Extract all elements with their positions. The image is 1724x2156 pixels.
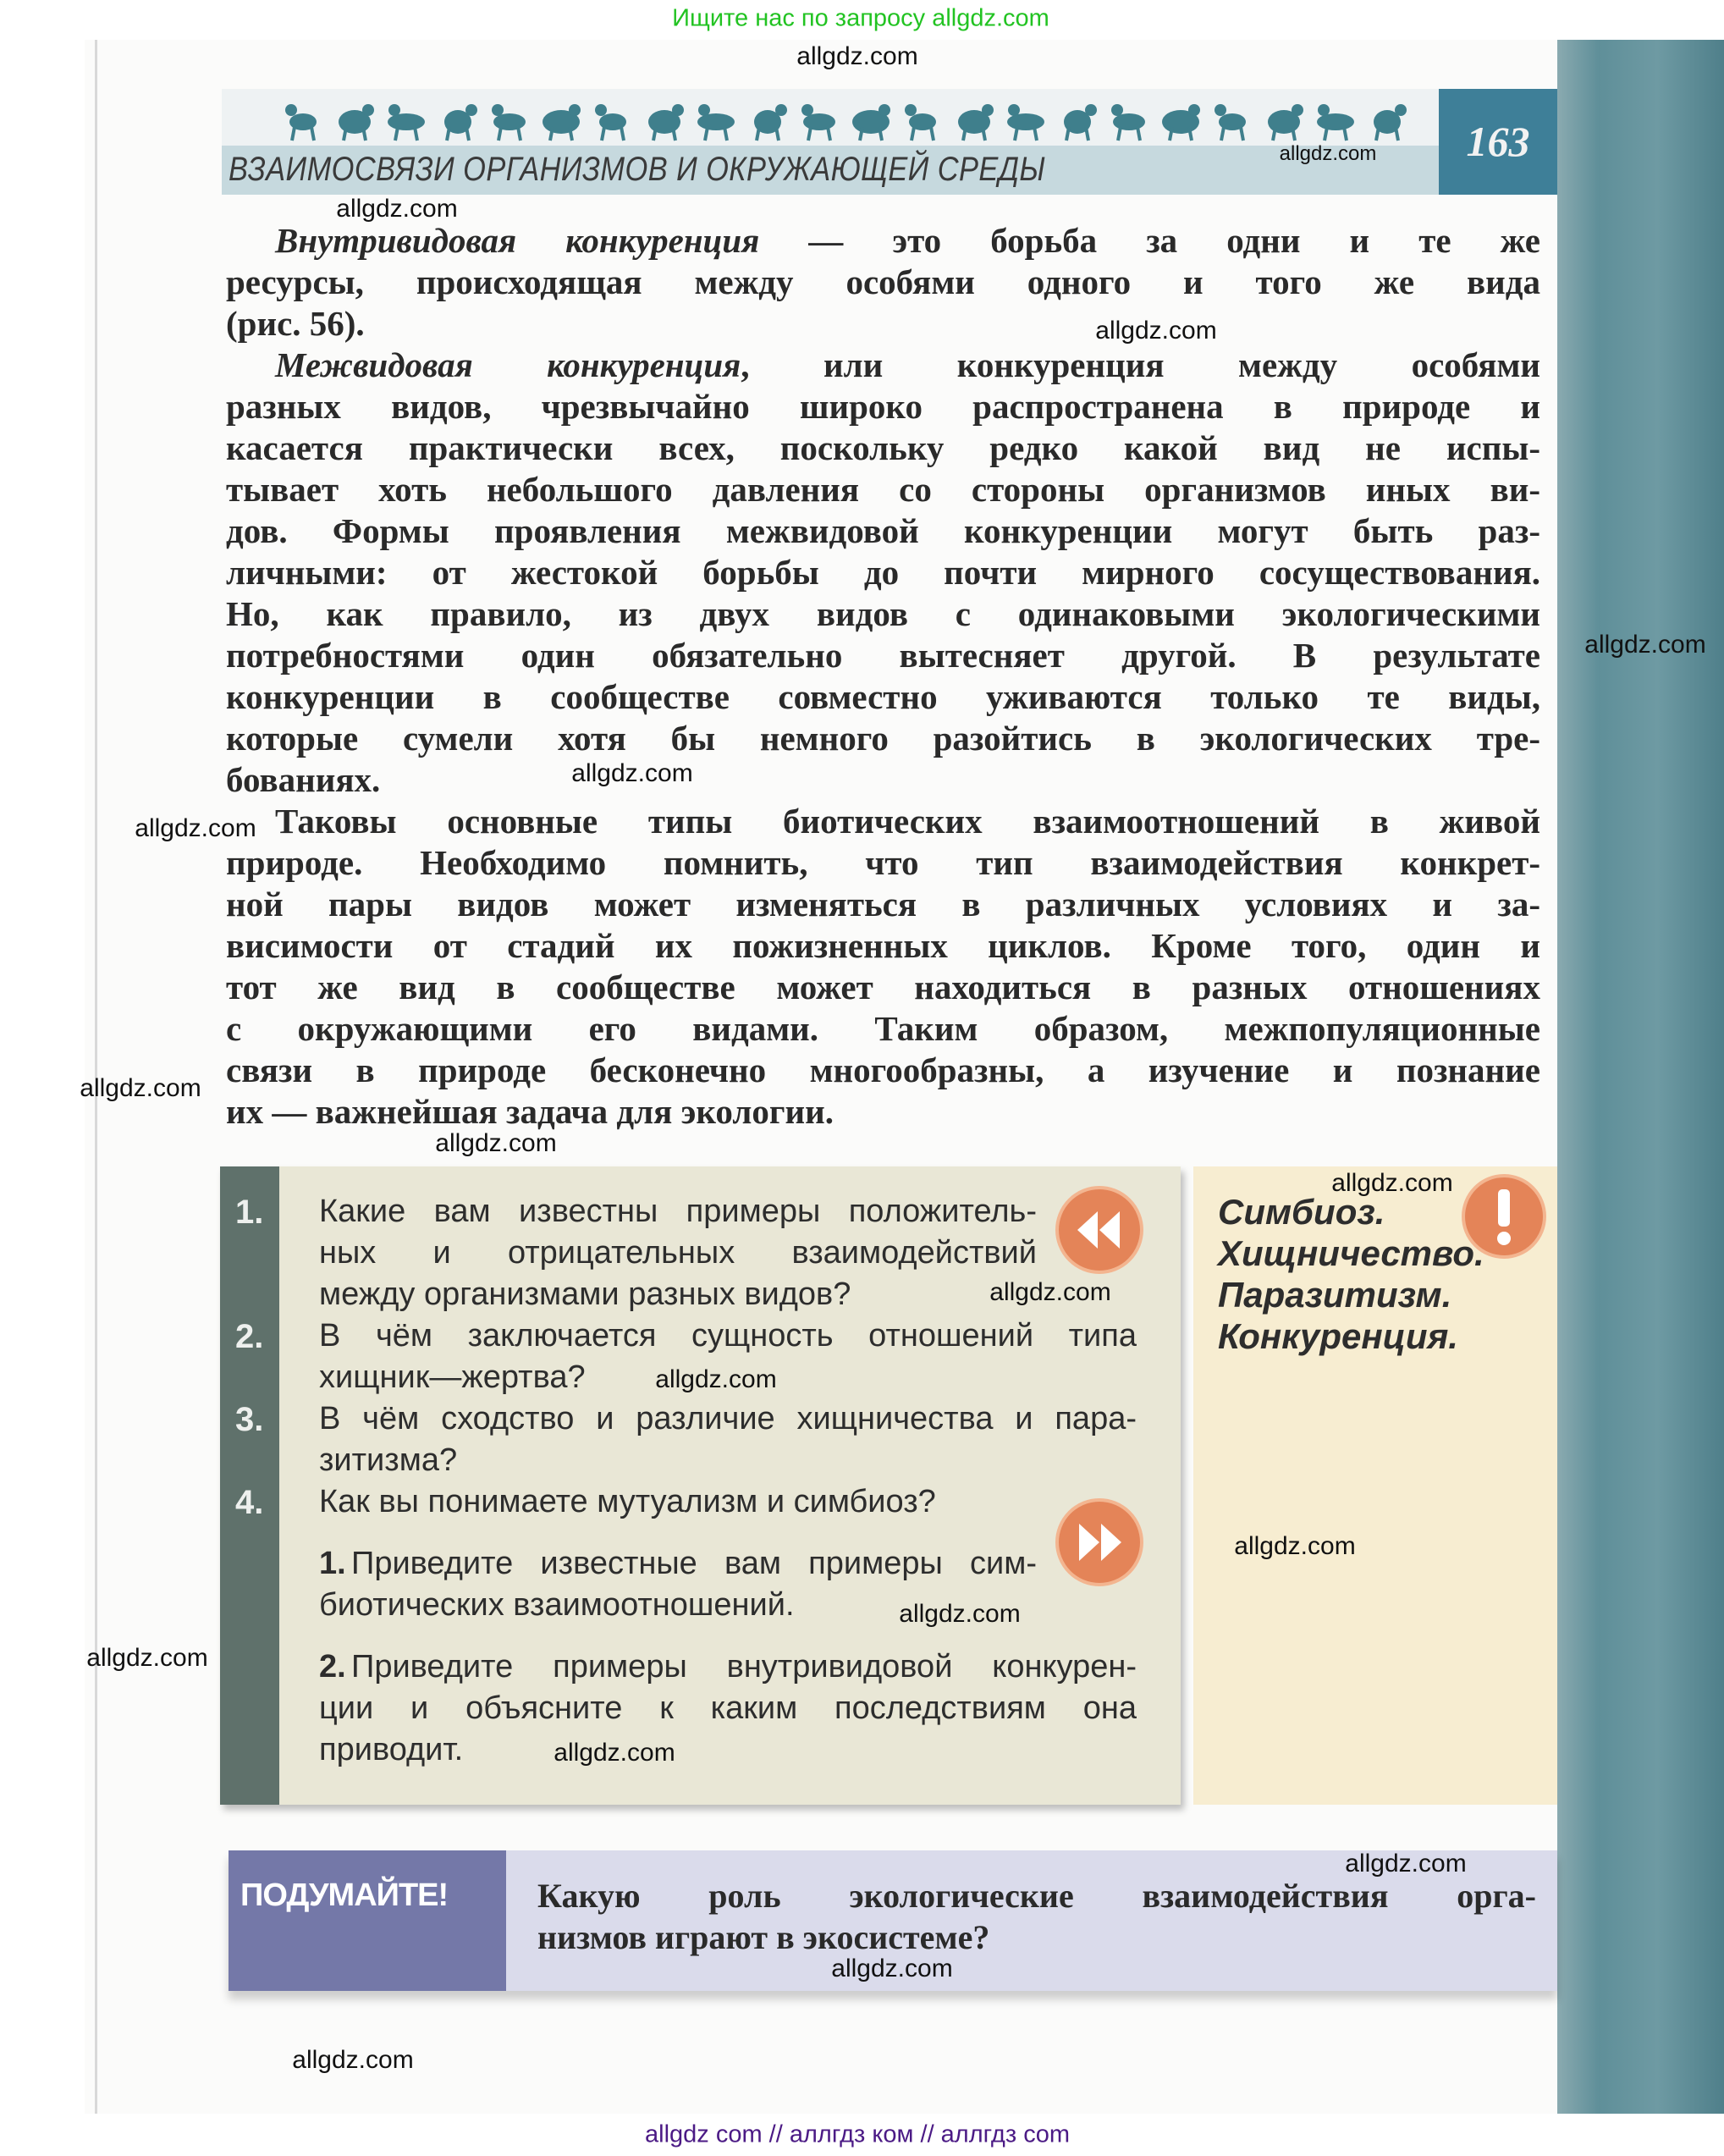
animal-silhouette-icon bbox=[754, 104, 787, 141]
question-text-line: В чём сходство и различие хищничества и пара- bbox=[319, 1401, 1137, 1436]
text-line: которые сумели хотя бы немного разойтись в экологических тре- bbox=[226, 719, 1540, 758]
text-line: конкуренции в сообществе совместно уживаются только те виды, bbox=[226, 677, 1540, 716]
text-line: потребностями один обязательно вытесняет другой. В результате bbox=[226, 636, 1540, 675]
watermark-text: allgdz.com bbox=[1095, 317, 1217, 345]
animal-silhouette-icon bbox=[595, 104, 626, 141]
animal-silhouette-icon bbox=[444, 104, 477, 141]
key-term: Паразитизм. bbox=[1218, 1275, 1452, 1315]
question-text-line: между организмами разных видов? bbox=[319, 1277, 851, 1312]
task-number: 2. bbox=[319, 1649, 346, 1685]
animal-silhouette-icon bbox=[1162, 104, 1200, 141]
question-text-line: Какие вам известны примеры положитель- bbox=[319, 1194, 1037, 1229]
text-line bbox=[226, 220, 1540, 262]
text-line: (рис. 56). bbox=[226, 304, 365, 343]
animal-silhouette-icon bbox=[801, 104, 835, 141]
animal-silhouette-icon bbox=[1111, 104, 1145, 141]
key-term: Конкуренция. bbox=[1218, 1316, 1458, 1356]
key-term: Симбиоз. bbox=[1218, 1192, 1385, 1232]
think-label-box bbox=[229, 1850, 506, 1991]
paragraph-interspecific bbox=[226, 345, 1540, 801]
animal-silhouette-icon bbox=[1268, 104, 1303, 141]
question-text-line: ных и отрицательных взаимодействий bbox=[319, 1235, 1037, 1271]
text-span: — это борьба за одни и те же bbox=[759, 221, 1540, 260]
watermark-text: allgdz.com bbox=[336, 195, 458, 223]
task-text-line: приводит. bbox=[319, 1732, 464, 1767]
page-side-strip bbox=[1557, 40, 1724, 2114]
text-line: висимости от стадий их пожизненных циклов. Кроме того, один и bbox=[226, 926, 1540, 965]
think-question-line: Какую роль экологические взаимодействия орга- bbox=[537, 1877, 1536, 1915]
question-text-line: хищник—жертва? bbox=[319, 1359, 586, 1395]
text-line: бованиях. bbox=[226, 760, 381, 799]
animal-silhouette-icon bbox=[339, 104, 374, 141]
animal-silhouette-icon bbox=[697, 104, 735, 141]
watermark-text: allgdz.com bbox=[292, 2046, 414, 2074]
watermark-text: allgdz.com bbox=[86, 1644, 208, 1672]
question-number: 3. bbox=[235, 1401, 264, 1438]
page-number: 163 bbox=[1466, 118, 1530, 165]
question-text-line: зитизма? bbox=[319, 1442, 458, 1478]
body-text bbox=[226, 220, 1540, 1133]
text-line: связи в природе бесконечно многообразны, а изучение и познание bbox=[226, 1050, 1540, 1089]
animal-silhouette-icon bbox=[1064, 104, 1097, 141]
watermark-text: allgdz.com bbox=[655, 1365, 777, 1393]
watermark-text: allgdz.com bbox=[1584, 631, 1706, 659]
top-search-banner: Ищите нас по запросу allgdz.com bbox=[672, 4, 1049, 32]
watermark-text: allgdz.com bbox=[1234, 1532, 1356, 1560]
watermark-text: allgdz.com bbox=[1279, 142, 1377, 165]
task-number: 1. bbox=[319, 1546, 346, 1581]
question-number: 4. bbox=[235, 1484, 264, 1521]
animal-silhouette-icon bbox=[1215, 104, 1246, 141]
watermark-text: allgdz.com bbox=[796, 42, 918, 70]
watermark-text: allgdz.com bbox=[831, 1955, 953, 1982]
text-line: ресурсы, происходящая между особями одного и того же вида bbox=[226, 262, 1540, 301]
text-line: их — важнейшая задача для экологии. bbox=[226, 1092, 834, 1131]
chapter-title: ВЗАИМОСВЯЗИ ОРГАНИЗМОВ И ОКРУЖАЮЩЕЙ СРЕДЫ bbox=[229, 151, 1046, 188]
text-line: дов. Формы проявления межвидовой конкуренции могут быть раз- bbox=[226, 511, 1540, 550]
paragraph-intraspecific bbox=[226, 220, 1540, 345]
animal-silhouette-icon bbox=[1007, 104, 1044, 141]
question-text-line: Как вы понимаете мутуализм и симбиоз? bbox=[319, 1484, 936, 1519]
text-line: касается практически всех, поскольку редко какой вид не испы- bbox=[226, 428, 1540, 467]
key-term: Хищничество. bbox=[1218, 1233, 1484, 1273]
question-number: 2. bbox=[235, 1318, 264, 1355]
task-text-line: Приведите известные вам примеры сим- bbox=[351, 1546, 1037, 1581]
text-line: тот же вид в сообществе может находиться в разных отношениях bbox=[226, 968, 1540, 1006]
watermark-text: allgdz.com bbox=[1331, 1169, 1453, 1197]
question-number: 1. bbox=[235, 1194, 264, 1231]
text-line bbox=[226, 345, 1540, 386]
watermark-text: allgdz.com bbox=[435, 1129, 557, 1157]
animal-silhouette-icon bbox=[905, 104, 936, 141]
animal-silhouette-icon bbox=[543, 104, 581, 141]
watermark-text: allgdz.com bbox=[135, 814, 256, 842]
animal-silhouette-icon bbox=[852, 104, 890, 141]
watermark-text: allgdz.com bbox=[899, 1600, 1021, 1628]
think-label: ПОДУМАЙТЕ! bbox=[240, 1878, 449, 1913]
animal-silhouette-icon bbox=[1374, 104, 1407, 141]
text-line: природе. Необходимо помнить, что тип взаимодействия конкрет- bbox=[226, 843, 1540, 882]
watermark-text: allgdz.com bbox=[554, 1739, 675, 1767]
term-intraspecific: Внутривидовая конкуренция bbox=[275, 221, 760, 260]
watermark-text: allgdz.com bbox=[1345, 1850, 1467, 1878]
task-text-line: ции и объясните к каким последствиям она bbox=[319, 1690, 1137, 1726]
review-rewind-icon bbox=[1055, 1186, 1143, 1274]
text-span: , или конкуренция между особями bbox=[741, 345, 1540, 384]
question-text-line: В чём заключается сущность отношений типа bbox=[319, 1318, 1137, 1354]
animal-silhouette-icon bbox=[1317, 104, 1354, 141]
text-line: личными: от жестокой борьбы до почти мирного сосуществования. bbox=[226, 553, 1540, 592]
text-line: тывает хоть небольшого давления со стороны организмов иных ви- bbox=[226, 470, 1540, 509]
animal-silhouette-icon bbox=[648, 104, 684, 141]
task-text-line: биотических взаимоотношений. bbox=[319, 1587, 795, 1623]
text-line: с окружающими его видами. Таким образом, межпопуляционные bbox=[226, 1009, 1540, 1048]
animal-silhouette-icon bbox=[958, 104, 994, 141]
animal-silhouette-icon bbox=[285, 104, 317, 141]
text-line: разных видов, чрезвычайно широко распространена в природе и bbox=[226, 387, 1540, 426]
task-text-line: Приведите примеры внутривидовой конкурен- bbox=[351, 1649, 1137, 1685]
think-question-line: низмов играют в экосистеме? bbox=[537, 1918, 990, 1956]
watermark-text: allgdz.com bbox=[80, 1074, 201, 1102]
text-line: Но, как правило, из двух видов с одинаковыми экологическими bbox=[226, 594, 1540, 633]
watermark-text: allgdz.com bbox=[989, 1278, 1111, 1306]
animal-silhouette-icon bbox=[492, 104, 526, 141]
animal-silhouette-icon bbox=[388, 104, 425, 141]
text-line: ной пары видов может изменяться в различных условиях и за- bbox=[226, 885, 1540, 924]
bottom-banner: allgdz com // аллгдз ком // аллгдз com bbox=[645, 2120, 1070, 2148]
paragraph-summary bbox=[226, 801, 1540, 1133]
term-interspecific: Межвидовая конкуренция bbox=[275, 345, 741, 384]
tasks-forward-icon bbox=[1055, 1498, 1143, 1586]
watermark-text: allgdz.com bbox=[571, 759, 693, 787]
text-line: Таковы основные типы биотических взаимоотношений в живой bbox=[275, 802, 1540, 841]
animal-silhouettes-row bbox=[271, 93, 1439, 144]
